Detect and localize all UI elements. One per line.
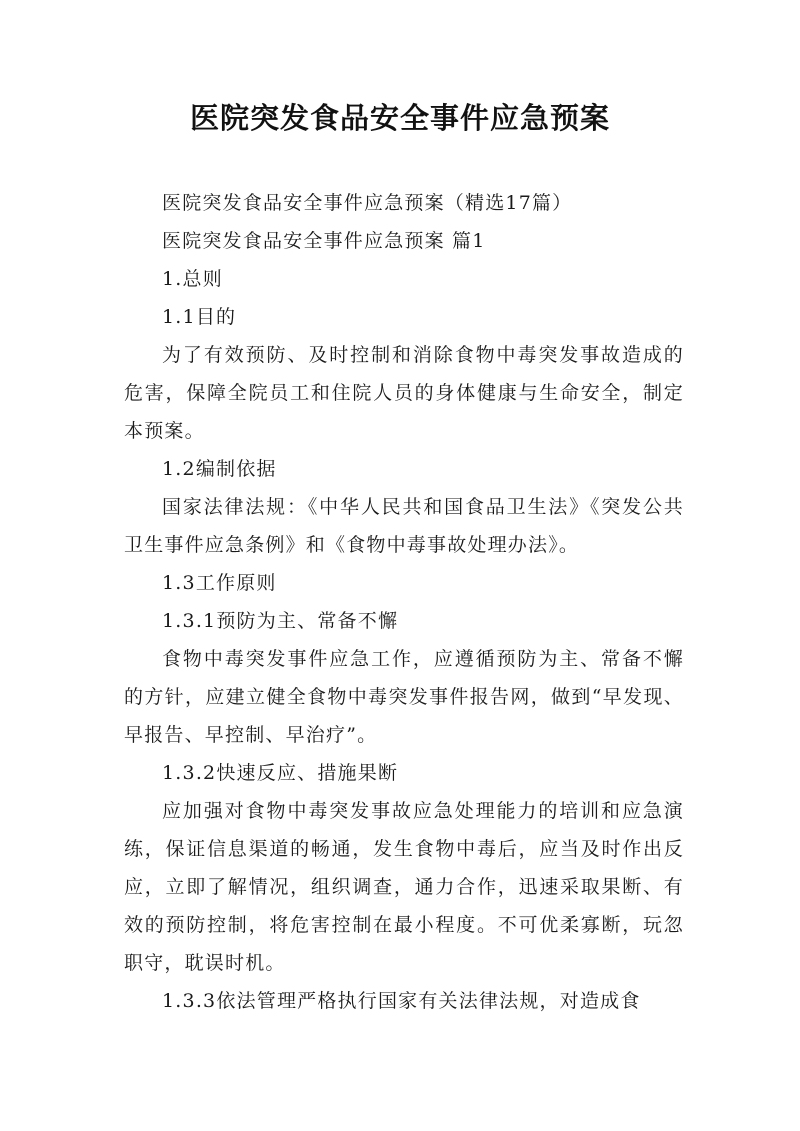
document-body [124,184,684,1020]
paragraph-principles-heading: 1.3工作原则 [162,572,277,594]
paragraph-principle-2-heading: 1.3.2快速反应、措施果断 [162,762,399,784]
paragraph-principle-1-heading: 1.3.1预防为主、常备不懈 [162,610,399,632]
paragraph-general-heading: 1.总则 [162,268,223,290]
paragraph-principle-1-text: 食物中毒突发事件应急工作，应遵循预防为主、常备不懈的方针，应建立健全食物中毒突发事件报告网，做到“早发现、早报告、早控制、早治疗”。 [124,648,684,746]
paragraph-principle-2-text: 应加强对食物中毒突发事故应急处理能力的培训和应急演练，保证信息渠道的畅通，发生食物中毒后，应当及时作出反应，立即了解情况，组织调查，通力合作，迅速采取果断、有效的预防控制，将危害控制在最小程度。不可优柔寡断，玩忽职守，耽误时机。 [124,800,684,974]
paragraph-section-heading: 医院突发食品安全事件应急预案 篇1 [162,230,486,252]
paragraph-intro: 医院突发食品安全事件应急预案（精选17篇） [162,192,573,214]
paragraph-basis-heading: 1.2编制依据 [162,458,277,480]
paragraph-basis-text: 国家法律法规：《中华人民共和国食品卫生法》《突发公共卫生事件应急条例》和《食物中毒事故处理办法》。 [124,496,684,556]
paragraph-purpose-heading: 1.1目的 [162,306,237,328]
document-title: 医院突发食品安全事件应急预案 [189,101,610,135]
paragraph-purpose-text: 为了有效预防、及时控制和消除食物中毒突发事故造成的危害，保障全院员工和住院人员的身体健康与生命安全，制定本预案。 [124,344,684,442]
paragraph-principle-3-text: 1.3.3依法管理严格执行国家有关法律法规，对造成食 [162,990,641,1012]
